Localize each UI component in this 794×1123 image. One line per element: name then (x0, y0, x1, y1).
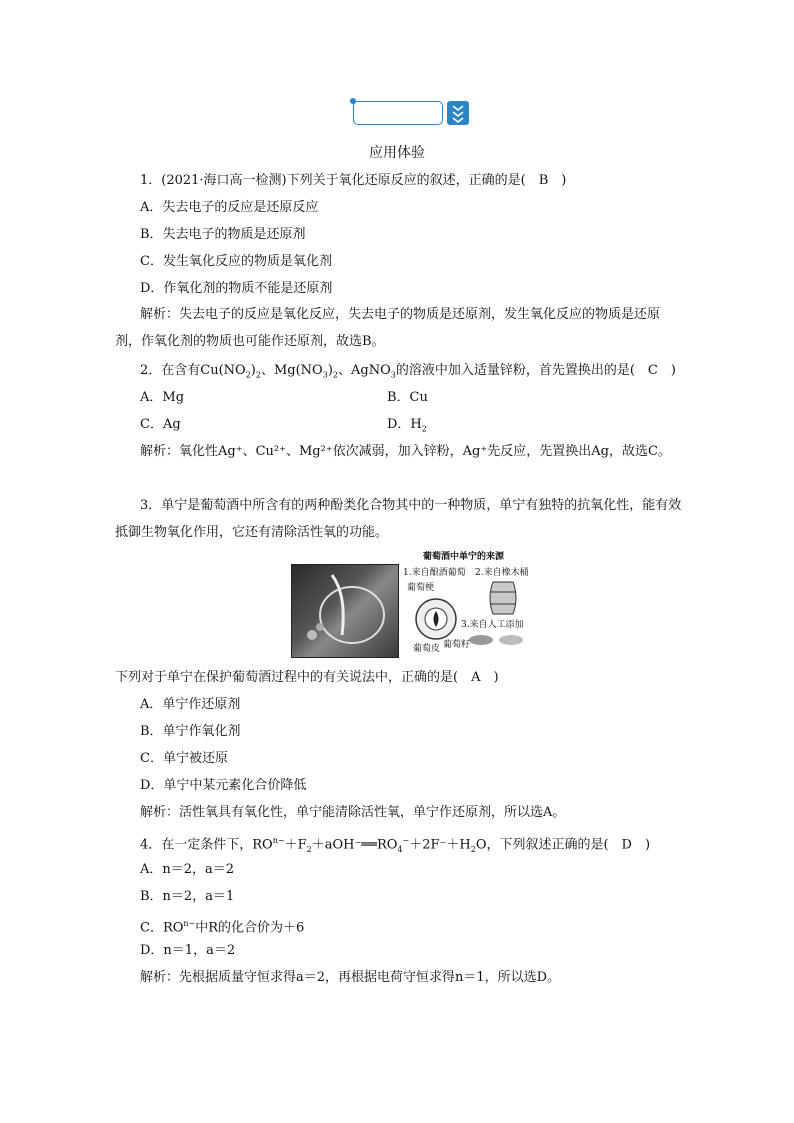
grape-stem-label: 葡萄梗 (407, 583, 435, 593)
q2-analysis: 解析：氧化性Ag⁺、Cu²⁺、Mg²⁺依次减弱，加入锌粉，Ag⁺先反应，先置换出Ag，故选C。 (140, 444, 671, 459)
q1-option-b: B．失去电子的物质是还原剂 (140, 227, 306, 242)
q2-stem: 2．在含有$Cu(NO_2)_2$、$Mg(NO_3)_2$、AgNO$_3$的溶液中加入适量锌粉，首先置换出的是( C ) (140, 363, 676, 380)
tannin-figure (291, 552, 534, 656)
q4-option-d: D．n＝1，a＝2 (140, 943, 236, 958)
q3-stem: 3．单宁是葡萄酒中所含有的两种酚类化合物其中的一种物质，单宁有独特的抗氧化性，能有效抵御生物氧化作用，它还有清除活性氧的功能。 (115, 498, 682, 540)
q2-option-d: D．$H_2$ (387, 417, 427, 434)
grape-seed-label: 葡萄籽 (443, 640, 471, 650)
q2-option-a: A．Mg (140, 390, 185, 405)
powder-icon (467, 632, 527, 646)
q3-analysis: 解析：活性氧具有氧化性，单宁能清除活性氧，单宁作还原剂，所以选A。 (140, 805, 566, 820)
q1-option-c: C．发生氧化反应的物质是氧化剂 (140, 254, 332, 269)
q1-option-a: A．失去电子的反应是还原反应 (140, 200, 319, 215)
figure-label-2: 2.来自橡木桶 (475, 568, 529, 578)
q3-option-a: A．单宁作还原剂 (140, 697, 241, 712)
grape-icon (411, 594, 461, 644)
q3-option-c: C．单宁被还原 (140, 751, 228, 766)
tannin-sources-diagram (403, 552, 534, 656)
section-title: 应用体验 (369, 145, 425, 161)
grape-skin-label: 葡萄皮 (413, 644, 441, 654)
q3-option-b: B．单宁作氧化剂 (140, 724, 241, 739)
q4-option-b: B．n＝2，a＝1 (140, 889, 235, 904)
figure-label-1: 1.来自酿酒葡萄 (403, 568, 466, 578)
q4-analysis: 解析：先根据质量守恒求得a＝2，再根据电荷守恒求得n＝1，所以选D。 (140, 970, 561, 985)
q4-option-a: A．n＝2，a＝2 (140, 862, 235, 877)
q4-option-c: C．$RO^{n-}$中R的化合价为＋6 (140, 919, 305, 936)
q1-option-d: D．作氧化剂的物质不能是还原剂 (140, 281, 333, 296)
chevron-down-icon (447, 101, 469, 125)
q4-stem: 4．在一定条件下，$RO^{n-}+F_2+aOH^-══RO_4^-+2F^-+H_2O$，下列叙述正确的是( D ) (140, 836, 651, 854)
figure-label-3: 3.来自人工添加 (461, 620, 524, 630)
section-badge (353, 101, 443, 125)
q3-option-d: D．单宁中某元素化合价降低 (140, 778, 307, 793)
q2-option-c: C．Ag (140, 417, 181, 432)
figure-title: 葡萄酒中单宁的来源 (423, 552, 505, 562)
q1-analysis: 解析：失去电子的反应是氧化反应，失去电子的物质是还原剂，发生氧化反应的物质是还原剂，作氧化剂的物质也可能作还原剂，故选B。 (115, 307, 661, 349)
q3-question: 下列对于单宁在保护葡萄酒过程中的有关说法中，正确的是( A ) (115, 670, 499, 685)
wine-glass-photo (291, 564, 399, 658)
q2-option-b: B．Cu (387, 390, 428, 405)
barrel-icon (485, 580, 521, 616)
q1-stem: 1．(2021·海口高一检测)下列关于氧化还原反应的叙述，正确的是( B ) (140, 173, 567, 188)
